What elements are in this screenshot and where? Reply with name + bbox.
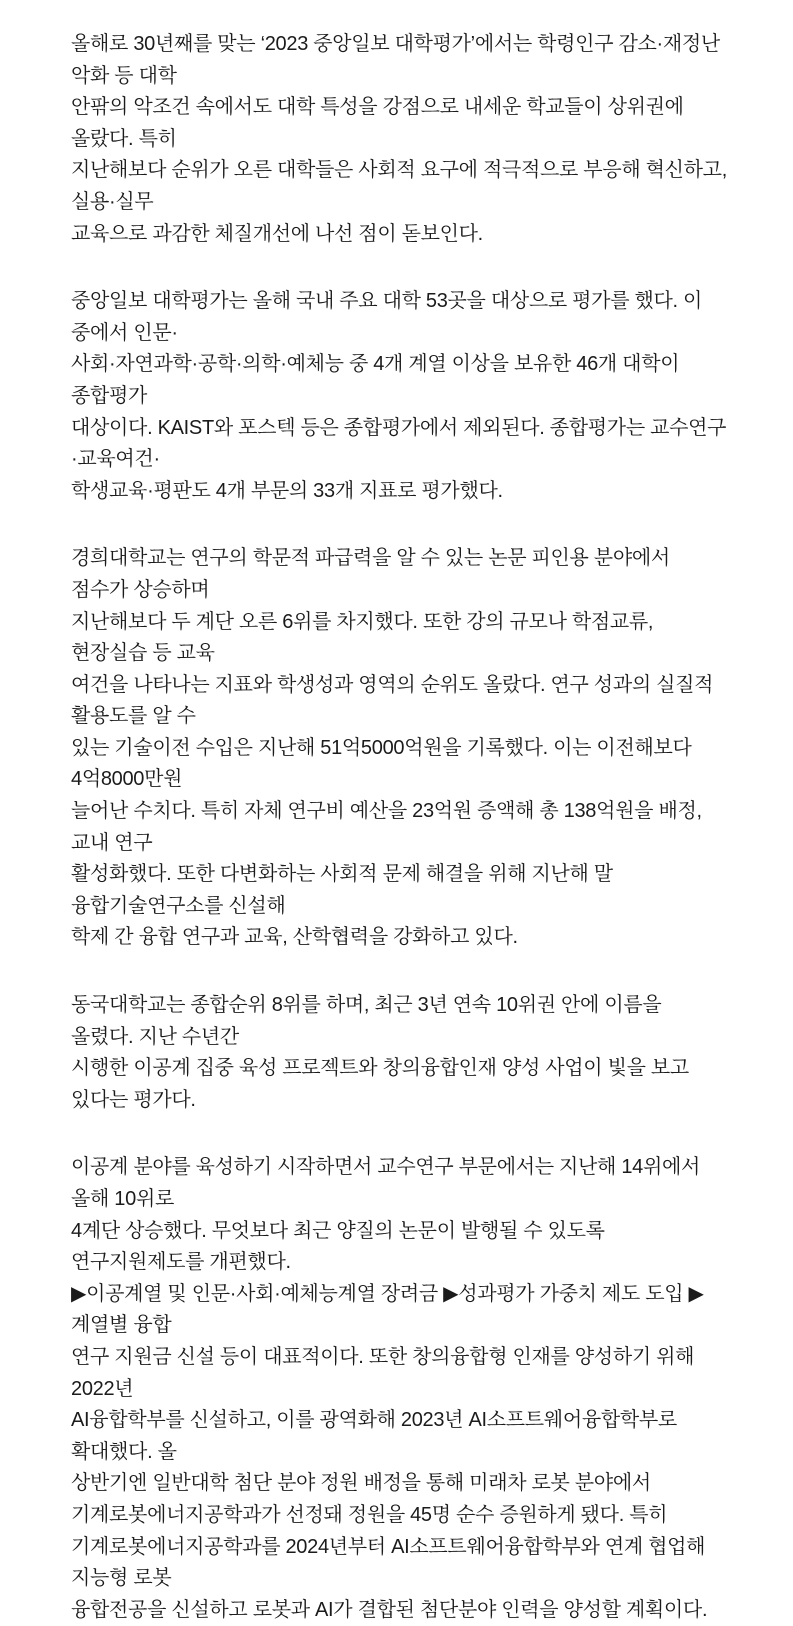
text-line: 융합전공을 신설하고 로봇과 AI가 결합된 첨단분야 인력을 양성할 계획이다. [71,1598,708,1621]
text-line: 기계로봇에너지공학과를 2024년부터 AI소프트웨어융합학부와 연계 협업해 지능형 로봇 [71,1535,706,1590]
paragraph [71,29,727,250]
article-body [71,29,727,1626]
text-line: 상반기엔 일반대학 첨단 분야 정원 배정을 통해 미래차 로봇 분야에서 [71,1472,651,1495]
text-line: AI융합학부를 신설하고, 이를 광역화해 2023년 AI소프트웨어융합학부로 확대했다. 올 [71,1409,677,1463]
text-line: 학생교육·평판도 4개 부문의 33개 지표로 평가했다. [71,479,503,502]
text-line: 이공계 분야를 육성하기 시작하면서 교수연구 부문에서는 지난해 14위에서 올해 10위로 [71,1156,701,1210]
text-line: 4계단 상승했다. 무엇보다 최근 양질의 논문이 발행될 수 있도록 연구지원제도를 개편했다. [71,1219,605,1274]
text-line: 시행한 이공계 집중 육성 프로젝트와 창의융합인재 양성 사업이 빛을 보고 있다는 평가다. [71,1057,689,1111]
text-line: 동국대학교는 종합순위 8위를 하며, 최근 3년 연속 10위권 안에 이름을 올렸다. 지난 수년간 [71,994,662,1048]
paragraph [71,990,727,1116]
text-line: ▶이공계열 및 인문·사회·예체능계열 장려금 ▶성과평가 가중치 제도 도입 ▶계열별 융합 [71,1282,704,1337]
text-line: 사회·자연과학·공학·의학·예체능 중 4개 계열 이상을 보유한 46개 대학이 종합평가 [71,353,680,407]
text-line: 중앙일보 대학평가는 올해 국내 주요 대학 53곳을 대상으로 평가를 했다. 이 중에서 인문· [71,290,703,344]
text-line: 기계로봇에너지공학과가 선정돼 정원을 45명 순수 증원하게 됐다. 특히 [71,1503,668,1526]
text-line: 대상이다. KAIST와 포스텍 등은 종합평가에서 제외된다. 종합평가는 교수연구·교육여건· [71,416,727,471]
text-line: 늘어난 수치다. 특히 자체 연구비 예산을 23억원 증액해 총 138억원을 배정, 교내 연구 [71,800,702,854]
text-line: 올해로 30년째를 맞는 ‘2023 중앙일보 대학평가’에서는 학령인구 감소·재정난 악화 등 대학 [71,33,720,87]
text-line: 안팎의 악조건 속에서도 대학 특성을 강점으로 내세운 학교들이 상위권에 올랐다. 특히 [71,96,684,150]
text-line: 교육으로 과감한 체질개선에 나선 점이 돋보인다. [71,222,483,245]
text-line: 활성화했다. 또한 다변화하는 사회적 문제 해결을 위해 지난해 말 융합기술연구소를 신설해 [71,863,613,917]
text-line: 지난해보다 두 계단 오른 6위를 차지했다. 또한 강의 규모나 학점교류, 현장실습 등 교육 [71,610,654,665]
text-line: 경희대학교는 연구의 학문적 파급력을 알 수 있는 논문 피인용 분야에서 점수가 상승하며 [71,547,670,601]
text-line: 여건을 나타나는 지표와 학생성과 영역의 순위도 올랐다. 연구 성과의 실질적 활용도를 알 수 [71,673,714,728]
text-line: 지난해보다 순위가 오른 대학들은 사회적 요구에 적극적으로 부응해 혁신하고, 실용·실무 [71,159,727,213]
text-line: 연구 지원금 신설 등이 대표적이다. 또한 창의융합형 인재를 양성하기 위해 2022년 [71,1345,695,1400]
paragraph [71,286,727,507]
paragraph [71,543,727,954]
paragraph [71,1152,727,1626]
text-line: 있는 기술이전 수입은 지난해 51억5000억원을 기록했다. 이는 이전해보다 4억8000만원 [71,736,692,791]
text-line: 학제 간 융합 연구과 교육, 산학협력을 강화하고 있다. [71,926,518,949]
